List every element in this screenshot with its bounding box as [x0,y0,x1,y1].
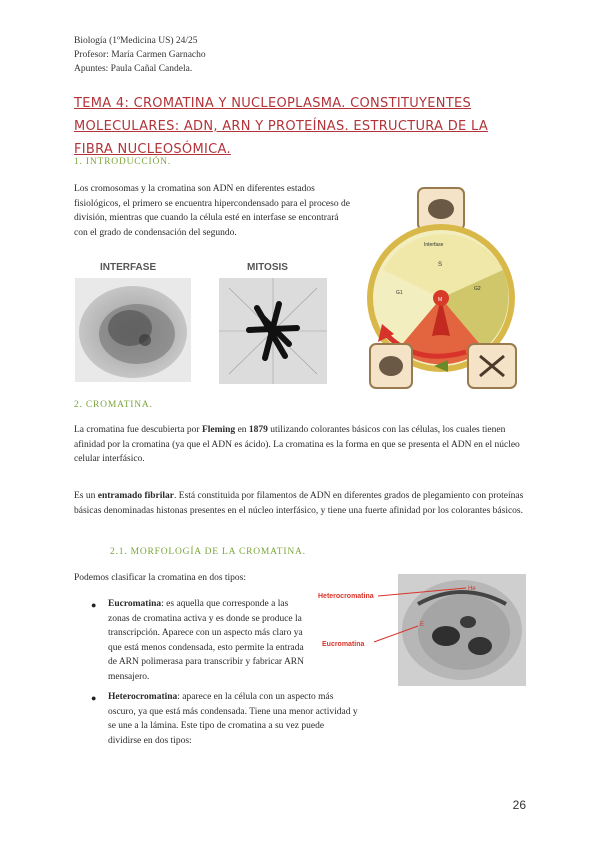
text-run: utilizando colorantes básicos con las células, los cuales tienen afinidad por la cromatina (ya que el ADN es ácido). La cromatina es la forma en que se presenta el ADN en el núcleo celular interfásico. [74,425,520,464]
label-eucromatina: Eucromatina [322,641,365,648]
page-number: 26 [512,798,526,812]
cromatina-paragraph-1 [74,423,526,467]
bullet-dot: ● [91,693,97,703]
morfologia-intro: Podemos clasificar la cromatina en dos tipos: [74,573,247,583]
key-term: entramado fibrilar [97,491,175,501]
interfase-micrograph [75,278,191,382]
cycle-label-interfase: Interfase [424,242,444,248]
header-author: Apuntes: Paula Cañal Candela. [74,64,193,74]
heterocromatina-item [108,690,358,748]
cell-cycle-diagram [356,186,526,392]
interfase-caption: INTERFASE [100,262,157,273]
cycle-label-m: M [438,297,443,303]
mitosis-caption: MITOSIS [247,262,288,273]
intro-paragraph: Los cromosomas y la cromatina son ADN en diferentes estados fisiológicos, el primero se encuentra hipercondensado para el proceso de división, mientras que cuando la célula esté en interfase se encontrará con el grado de condensación del segundo. [74,184,350,238]
header-professor: Profesor: María Carmen Garnacho [74,50,206,60]
header-course: Biología (1ºMedicina US) 24/25 [74,36,198,46]
label-heterocromatina: Heterocromatina [318,593,374,600]
section-heading-cromatina: 2. CROMATINA. [74,400,153,410]
eucromatina-item [108,597,308,684]
bullet-dot: ● [91,600,97,610]
cycle-label-g1: G1 [396,290,403,296]
cycle-label-g2: G2 [474,286,481,292]
page-title: TEMA 4: CROMATINA Y NUCLEOPLASMA. CONSTITUYENTES MOLECULARES: ADN, ARN Y PROTEÍNAS. ESTRUCTURA DE LA FIBRA NUCLEOSÓMICA. [74,96,489,157]
text-run: en [235,425,249,435]
cycle-label-s: S [438,262,443,268]
cromatina-paragraph-2 [74,489,526,518]
discovery-year: 1879 [248,425,268,435]
section-heading-morfologia: 2.1. MORFOLOGÍA DE LA CROMATINA. [110,547,306,557]
eucromatina-text: : es aquella que corresponde a las zonas de cromatina activa y es donde se produce la transcripción. Aparece con un aspecto más claro ya que está menos condensada, esto permite la entrada de ARN polimerasa para transcribir y fabricar ARN mensajero. [108,599,305,682]
mitosis-micrograph [219,278,327,384]
nucleus-micrograph [318,574,526,686]
section-heading-introduccion: 1. INTRODUCCIÓN. [74,157,171,167]
heterocromatina-term: Heterocromatina [108,692,178,702]
scientist-name: Fleming [201,425,236,435]
heterocromatina-text: : aparece en la célula con un aspecto más oscuro, ya que está más condensada. Tiene una menor actividad y se une a la lámina. Este tipo de cromatina a su vez puede dividirse en dos tipos: [108,692,358,746]
text-run: . Está constituida por filamentos de ADN en diferentes grados de plegamiento con proteínas básicas denominadas histonas presentes en el núcleo interfásico, y tiene una fuerte afinidad por los colorantes básicos. [74,491,524,516]
eucromatina-term: Eucromatina [108,599,162,609]
mark-he: He [468,586,476,592]
mark-e: E [420,622,425,628]
text-run: La cromatina fue descubierta por [74,425,202,435]
text-run: Es un [74,491,98,501]
